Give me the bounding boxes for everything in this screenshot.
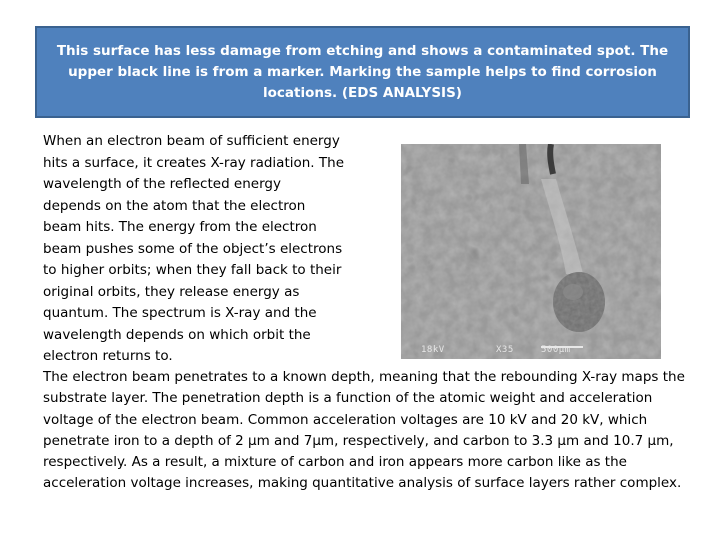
paragraph-eds-explanation: When an electron beam of sufficient energy hits a surface, it creates X-ray radiation. The wavelength of the reflected energy depends on the atom that the electron beam hits. The energy from the electron beam pushes some of the object’s electrons to higher orbits; when they fall back to their original orbits, they release energy as quantum. The spectrum is X-ray and the wavelength depends on which orbit the electron returns to. <box>43 133 344 364</box>
sem-micrograph <box>401 144 661 359</box>
paragraph-penetration-depth: The electron beam penetrates to a known depth, meaning that the rebounding X-ray maps the substrate layer. The penetration depth is a function of the atomic weight and acceleration voltage of the electron beam. Common acceleration voltages are 10 kV and 20 kV, which penetrate iron to a depth of 2 µm and 7µm, respectively, and carbon to 3.3 µm and 10.7 µm, respectively. As a result, a mixture of carbon and iron appears more carbon like as the acceleration voltage increases, making quantitative analysis of surface layers rather complex. <box>43 369 685 492</box>
marker-line <box>550 144 553 174</box>
sem-surface-texture <box>401 144 661 359</box>
title-text: This surface has less damage from etching and shows a contaminated spot. The upper black line is from a marker. Marking the sample helps to find corrosion locations. (EDS ANALYSIS) <box>56 42 669 101</box>
sem-scale-label: 500µm <box>541 345 571 355</box>
sem-magnification-label: X35 <box>496 345 514 355</box>
sem-voltage-label: 18kV <box>421 345 445 355</box>
title-banner <box>35 26 690 118</box>
